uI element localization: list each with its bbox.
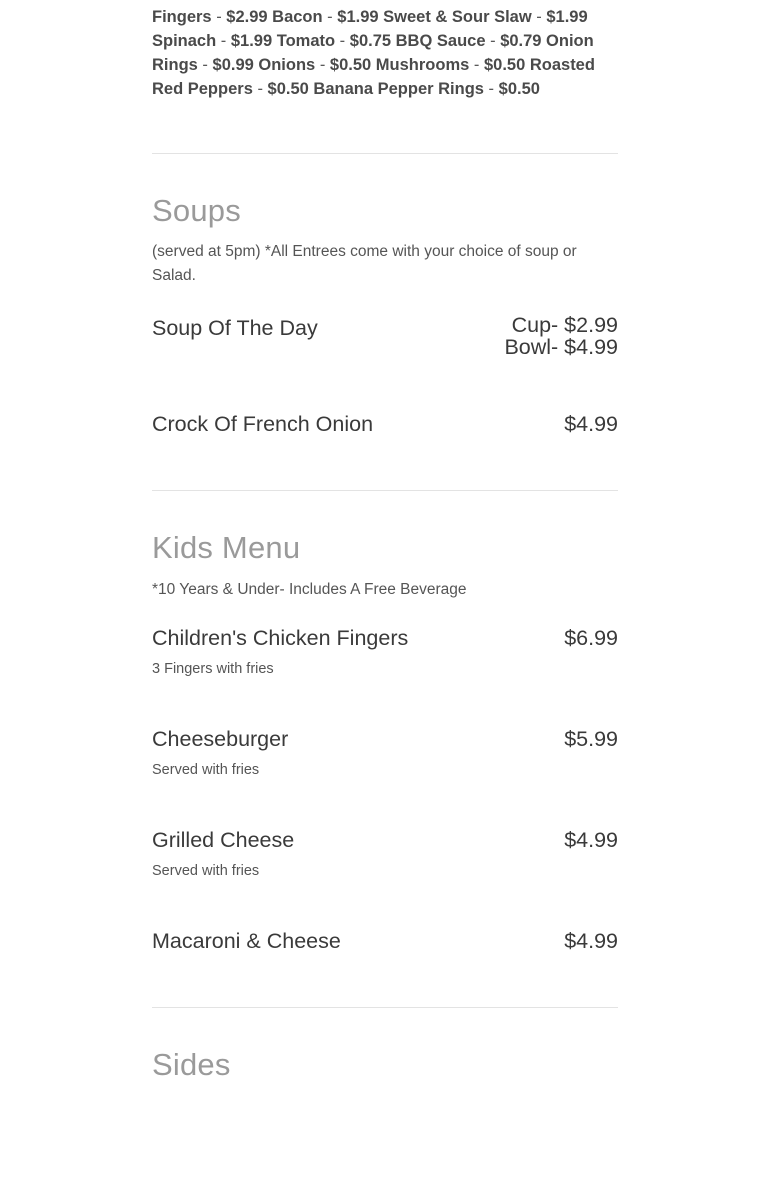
menu-item-name: Soup Of The Day	[152, 316, 318, 340]
menu-item-description: Served with fries	[152, 762, 260, 778]
menu-item-price: $4.99	[564, 828, 618, 852]
section-note-kids-menu: *10 Years & Under- Includes A Free Beverage	[152, 581, 467, 598]
menu-content-column	[152, 0, 618, 1083]
menu-item-soup-of-the-day[interactable]	[152, 314, 618, 358]
menu-item-crock-of-french-onion[interactable]	[152, 410, 618, 438]
menu-item-macaroni-and-cheese[interactable]	[152, 927, 618, 955]
menu-item-name: Macaroni & Cheese	[152, 929, 341, 953]
menu-item-price: $4.99	[564, 929, 618, 953]
menu-item-price: $5.99	[564, 727, 618, 751]
menu-item-name: Grilled Cheese	[152, 828, 295, 852]
toppings-paragraph: Fingers - $2.99 Bacon - $1.99 Sweet & Sour Slaw - $1.99 Spinach - $1.99 Tomato - $0.75 BBQ Sauce - $0.79 Onion Rings - $0.99 Onions - $0.50 Mushrooms - $0.50 Roasted Red Peppers - $0.50 Banana Pepper Rings - $0.50	[152, 8, 595, 98]
section-title-soups: Soups	[152, 193, 241, 228]
menu-item-cheeseburger[interactable]	[152, 725, 618, 781]
menu-item-name: Cheeseburger	[152, 727, 289, 751]
menu-item-childrens-chicken-fingers[interactable]	[152, 624, 618, 680]
menu-item-description: Served with fries	[152, 863, 260, 879]
menu-item-description: 3 Fingers with fries	[152, 661, 274, 677]
menu-item-price: $4.99	[564, 412, 618, 436]
menu-item-price: $6.99	[564, 626, 618, 650]
section-title-sides: Sides	[152, 1047, 231, 1082]
menu-item-name: Crock Of French Onion	[152, 412, 374, 436]
menu-item-price: Cup- $2.99 Bowl- $4.99	[504, 313, 618, 359]
menu-item-grilled-cheese[interactable]	[152, 826, 618, 882]
menu-item-name: Children's Chicken Fingers	[152, 626, 409, 650]
section-title-kids-menu: Kids Menu	[152, 530, 301, 565]
section-note-soups: (served at 5pm) *All Entrees come with your choice of soup or Salad.	[152, 243, 577, 284]
